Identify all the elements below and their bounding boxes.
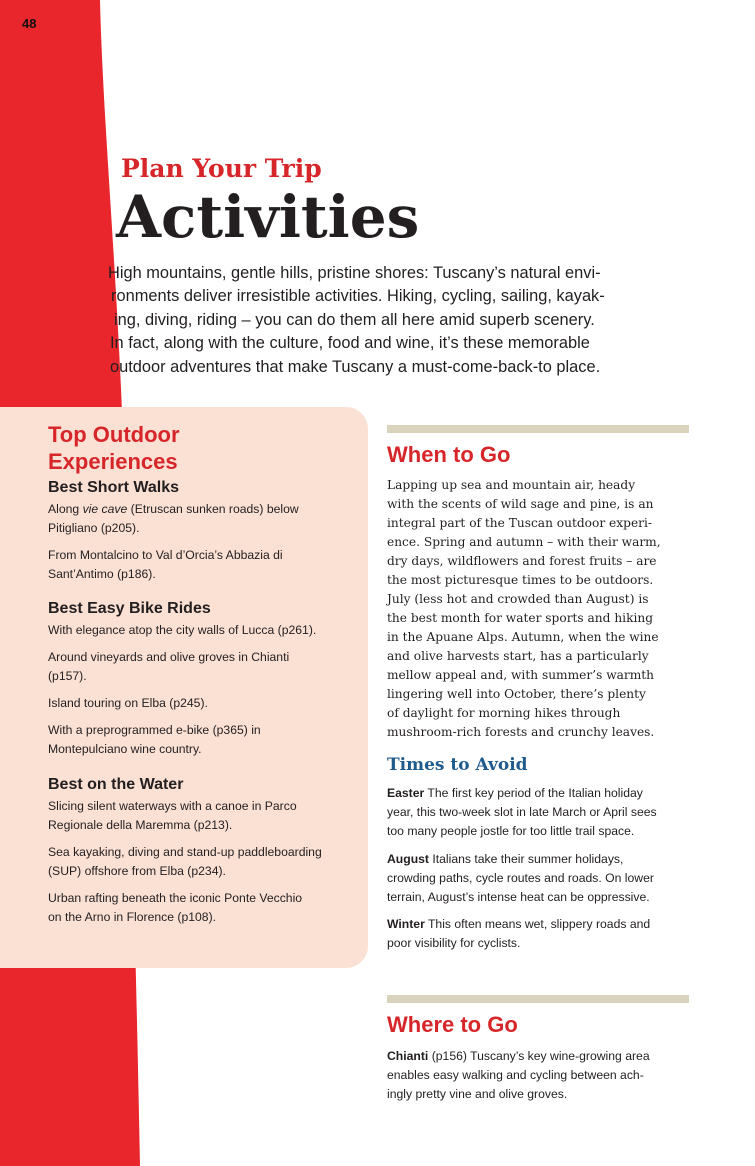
term-text: crowding paths, cycle routes and roads. On lower xyxy=(387,871,654,885)
avoid-august xyxy=(387,850,702,907)
page-title: Activities xyxy=(116,183,420,251)
para-line: Lapping up sea and mountain air, heady xyxy=(387,478,636,492)
term-text: year, this two-week slot in late March or April sees xyxy=(387,805,657,819)
para-line: integral part of the Tuscan outdoor experi- xyxy=(387,516,652,530)
when-to-go-heading: When to Go xyxy=(387,442,511,467)
list-item xyxy=(48,648,353,686)
avoid-easter xyxy=(387,784,702,841)
para-line: with the scents of wild sage and pine, is an xyxy=(387,497,654,511)
term-text: (p156) Tuscany’s key wine-growing area xyxy=(428,1049,650,1063)
item-text: Montepulciano wine country. xyxy=(48,742,202,756)
intro-line: In fact, along with the culture, food and wine, it’s these memorable xyxy=(110,334,590,353)
para-line: ence. Spring and autumn – with their warm, xyxy=(387,535,661,549)
term-text: too many people jostle for too little trail space. xyxy=(387,824,635,838)
page-number: 48 xyxy=(22,16,37,31)
best-short-walks-heading: Best Short Walks xyxy=(48,479,179,496)
term-text: ingly pretty vine and olive groves. xyxy=(387,1087,568,1101)
item-text: Sant’Antimo (p186). xyxy=(48,567,156,581)
term-text: This often means wet, slippery roads and xyxy=(424,917,651,931)
section-kicker: Plan Your Trip xyxy=(121,154,322,183)
intro-line: ing, diving, riding – you can do them all here amid superb scenery. xyxy=(114,310,595,329)
intro-line: outdoor adventures that make Tuscany a must-come-back-to place. xyxy=(110,357,601,376)
term-text: poor visibility for cyclists. xyxy=(387,936,521,950)
best-on-the-water-heading: Best on the Water xyxy=(48,776,184,793)
when-to-go-paragraph xyxy=(387,476,697,742)
para-line: lingering well into October, there’s plenty xyxy=(387,687,646,701)
top-outdoor-experiences-box xyxy=(0,407,368,968)
item-text: (SUP) offshore from Elba (p234). xyxy=(48,864,226,878)
list-item: Island touring on Elba (p245). xyxy=(48,696,208,710)
section-rule xyxy=(387,995,689,1003)
item-text: Sea kayaking, diving and stand-up paddleboarding xyxy=(48,845,322,859)
item-text: Pitigliano (p205). xyxy=(48,521,140,535)
times-to-avoid-heading: Times to Avoid xyxy=(387,755,528,775)
box-title-line: Top Outdoor xyxy=(48,422,180,447)
term-label: Easter xyxy=(387,786,425,800)
list-item xyxy=(48,546,353,584)
best-easy-bike-rides-heading: Best Easy Bike Rides xyxy=(48,600,211,617)
intro-line: High mountains, gentle hills, pristine shores: Tuscany’s natural envi- xyxy=(108,264,601,282)
para-line: mushroom-rich forests and crunchy leaves. xyxy=(387,725,655,739)
para-line: the best month for water sports and hiking xyxy=(387,611,654,625)
item-text: Around vineyards and olive groves in Chianti xyxy=(48,650,290,664)
item-emphasis: vie cave xyxy=(82,502,128,516)
box-title xyxy=(48,421,353,475)
item-text: Regionale della Maremma (p213). xyxy=(48,818,233,832)
item-text: (Etruscan sunken roads) below xyxy=(127,502,299,516)
term-text: The first key period of the Italian holiday xyxy=(424,786,643,800)
item-text: From Montalcino to Val d’Orcia’s Abbazia di xyxy=(48,548,283,562)
item-text: With a preprogrammed e-bike (p365) in xyxy=(48,723,261,737)
list-item xyxy=(48,721,353,759)
term-text: terrain, August’s intense heat can be oppressive. xyxy=(387,890,650,904)
term-text: Italians take their summer holidays, xyxy=(428,852,624,866)
para-line: July (less hot and crowded than August) is xyxy=(387,592,649,606)
avoid-winter xyxy=(387,915,702,953)
where-chianti xyxy=(387,1047,702,1104)
para-line: of daylight for morning hikes through xyxy=(387,706,621,720)
section-rule xyxy=(387,425,689,433)
para-line: the most picturesque times to be outdoors. xyxy=(387,573,654,587)
item-text: Slicing silent waterways with a canoe in Parco xyxy=(48,799,297,813)
box-title-line: Experiences xyxy=(48,449,178,474)
term-label: August xyxy=(387,852,429,866)
item-text: (p157). xyxy=(48,669,87,683)
term-text: enables easy walking and cycling between ach- xyxy=(387,1068,644,1082)
list-item xyxy=(48,889,353,927)
para-line: mellow appeal and, with summer’s warmth xyxy=(387,668,655,682)
term-label: Winter xyxy=(387,917,425,931)
list-item xyxy=(48,843,353,881)
item-text: Urban rafting beneath the iconic Ponte Vecchio xyxy=(48,891,303,905)
list-item: With elegance atop the city walls of Lucca (p261). xyxy=(48,623,317,637)
list-item xyxy=(48,797,353,835)
intro-line: ronments deliver irresistible activities. Hiking, cycling, sailing, kayak- xyxy=(111,287,605,306)
item-text: on the Arno in Florence (p108). xyxy=(48,910,217,924)
list-item xyxy=(48,500,353,538)
para-line: and olive harvests start, has a particularly xyxy=(387,649,649,663)
para-line: dry days, wildflowers and forest fruits – are xyxy=(387,554,657,568)
item-text: Along xyxy=(48,502,83,516)
where-to-go-heading: Where to Go xyxy=(387,1012,518,1037)
term-label: Chianti xyxy=(387,1049,429,1063)
intro-paragraph xyxy=(108,262,708,379)
para-line: in the Apuane Alps. Autumn, when the wine xyxy=(387,630,659,644)
